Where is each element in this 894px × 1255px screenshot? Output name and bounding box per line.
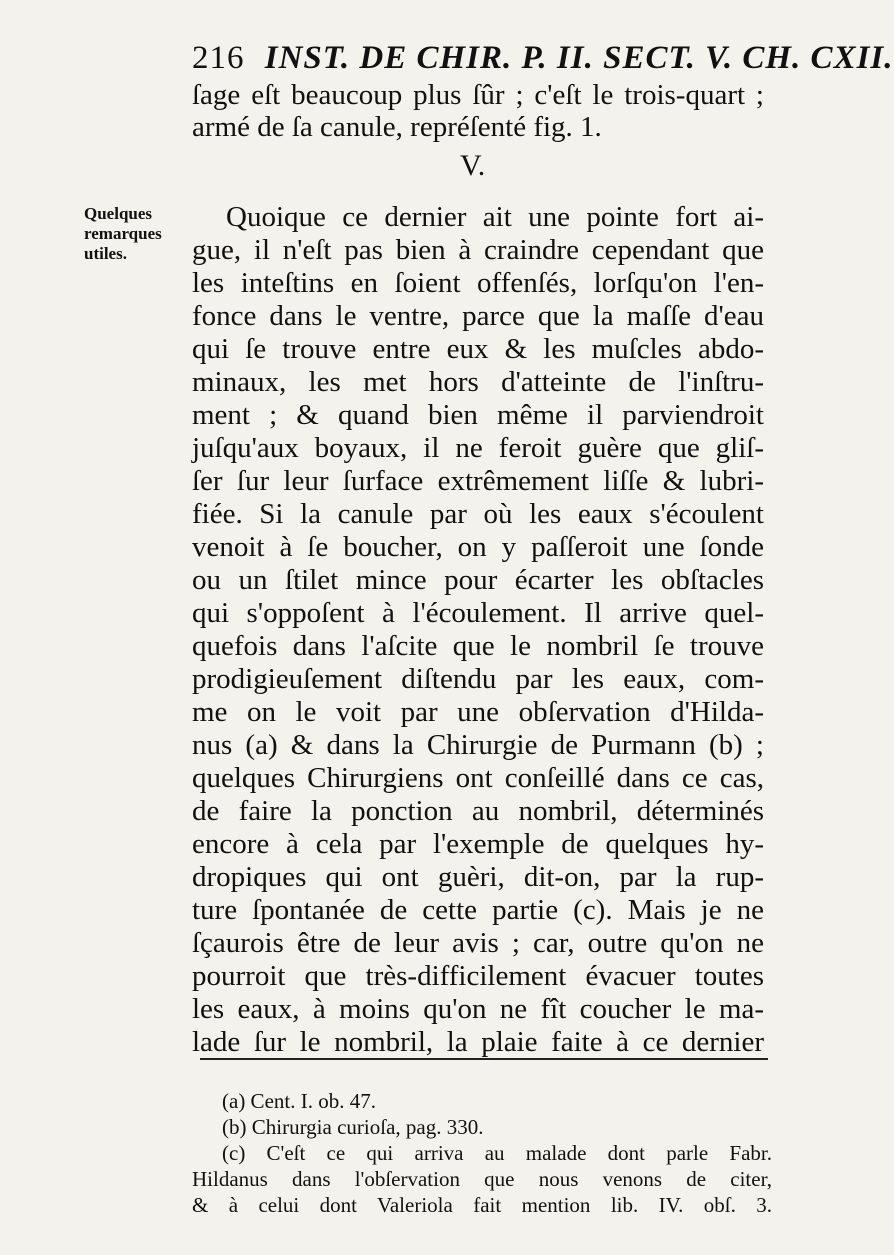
body-line: ſer ſur leur ſurface extrêmement liſſe & lubri-: [192, 465, 764, 497]
body-line: fonce dans le ventre, parce que la maſſe d'eau: [192, 300, 764, 332]
footnote: (c) C'eſt ce qui arriva au malade dont parle Fabr.: [222, 1141, 772, 1165]
footnote-continuation: & à celui dont Valeriola fait mention lib. IV. obſ. 3.: [192, 1193, 772, 1217]
body-line: armé de ſa canule, repréſenté fig. 1.: [192, 111, 602, 143]
body-line: ou un ſtilet mince pour écarter les obſtacles: [192, 564, 764, 596]
body-line: ment ; & quand bien même il parviendroit: [192, 399, 764, 431]
page-number: 216: [192, 40, 245, 76]
body-line: juſqu'aux boyaux, il ne feroit guère que gliſ-: [192, 432, 764, 464]
body-line: fiée. Si la canule par où les eaux s'écoulent: [192, 498, 764, 530]
body-line: nus (a) & dans la Chirurgie de Purmann (b) ;: [192, 729, 764, 761]
body-line: ture ſpontanée de cette partie (c). Mais je ne: [192, 894, 764, 926]
body-line: qui ſe trouve entre eux & les muſcles abdo-: [192, 333, 764, 365]
body-line: de faire la ponction au nombril, déterminés: [192, 795, 764, 827]
body-line: venoit à ſe boucher, on y paſſeroit une ſonde: [192, 531, 764, 563]
body-line: pourroit que très-difficilement évacuer toutes: [192, 960, 764, 992]
body-line: qui s'oppoſent à l'écoulement. Il arrive quel-: [192, 597, 764, 629]
body-line: ſage eſt beaucoup plus ſûr ; c'eſt le trois-quart ;: [192, 79, 764, 111]
body-line: quefois dans l'aſcite que le nombril ſe trouve: [192, 630, 764, 662]
body-line: ſçaurois être de leur avis ; car, outre qu'on ne: [192, 927, 764, 959]
margin-note: [84, 204, 184, 264]
body-line: dropiques qui ont guèri, dit-on, par la rup-: [192, 861, 764, 893]
body-line: lade ſur le nombril, la plaie faite à ce dernier: [192, 1026, 764, 1058]
body-line: me on le voit par une obſervation d'Hilda-: [192, 696, 764, 728]
footnote-continuation: Hildanus dans l'obſervation que nous venons de citer,: [192, 1167, 772, 1191]
body-line: Quoique ce dernier ait une pointe fort ai-: [226, 201, 764, 233]
body-line: les eaux, à moins qu'on ne fît coucher le ma-: [192, 993, 764, 1025]
body-line: encore à cela par l'exemple de quelques hy-: [192, 828, 764, 860]
margin-note-line: utiles.: [84, 244, 127, 263]
margin-note-line: Quelques: [84, 204, 153, 223]
footnote: (a) Cent. I. ob. 47.: [222, 1089, 376, 1113]
body-line: gue, il n'eſt pas bien à craindre cependant que: [192, 234, 764, 266]
running-title: INST. DE CHIR. P. II. SECT. V. CH. CXII.: [264, 40, 894, 76]
body-line: les inteſtins en ſoient offenſés, lorſqu'on l'en-: [192, 267, 764, 299]
margin-note-line: remarques: [84, 224, 162, 243]
body-line: minaux, les met hors d'atteinte de l'inſtru-: [192, 366, 764, 398]
body-line: quelques Chirurgiens ont conſeillé dans ce cas,: [192, 762, 764, 794]
section-number: V.: [460, 149, 486, 182]
footnote-separator: [200, 1058, 768, 1060]
running-header: [192, 38, 894, 78]
body-line: prodigieuſement diſtendu par les eaux, com-: [192, 663, 764, 695]
footnote: (b) Chirurgia curioſa, pag. 330.: [222, 1115, 484, 1139]
